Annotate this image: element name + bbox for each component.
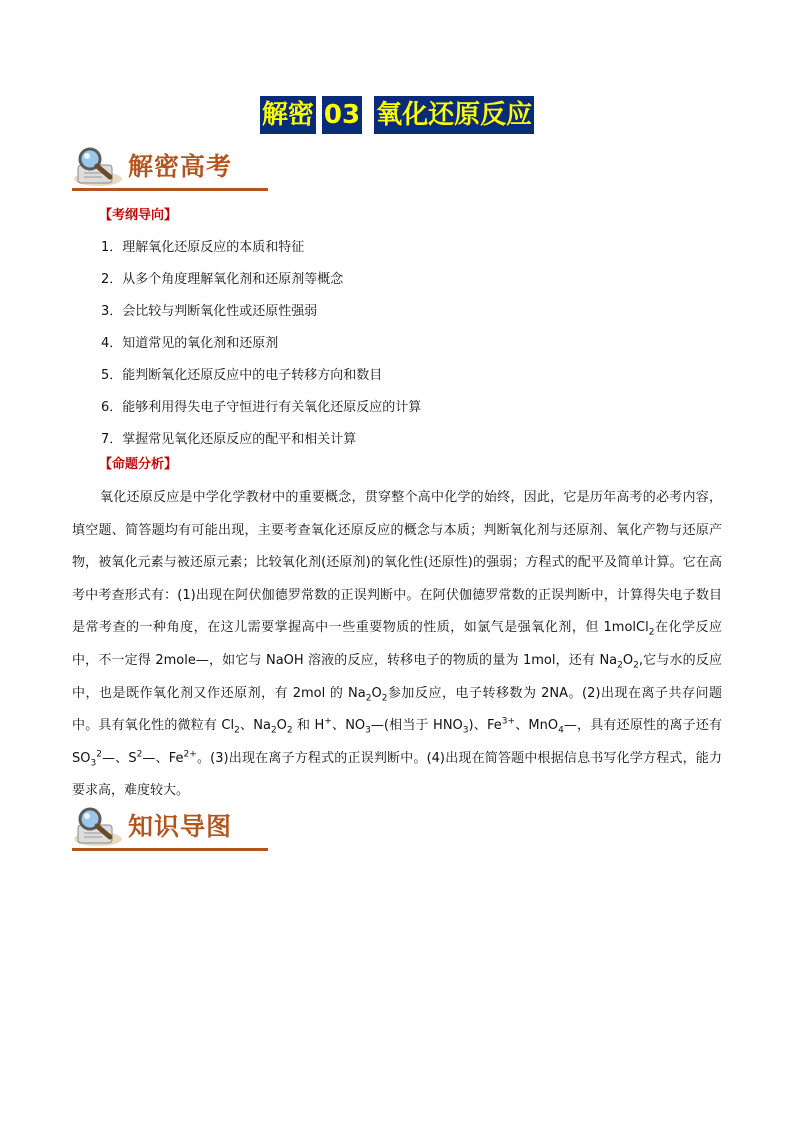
analysis-paragraph: 氧化还原反应是中学化学教材中的重要概念，贯穿整个高中化学的始终，因此，它是历年高考的必考内容，填空题、简答题均有可能出现，主要考查氧化还原反应的概念与本质；判断氧化剂与还原剂、氧化产物与还原产物，被氧化元素与被还原元素；比较氧化剂(还原剂)的氧化性(还原性)的强弱；方程式的配平及简单计算。它在高考中考查形式有：(1)出现在阿伏伽德罗常数的正误判断中。在阿伏伽德罗常数的正误判断中，计算得失电子数目是常考查的一种角度，在这儿需要掌握高中一些重要物质的性质，如氯气是强氧化剂，但 1molCl$_2$在化学反应中，不一定得 2mole—，如它与 NaOH 溶液的反应，转移电子的物质的量为 1mol，还有 $Na_2O_2$,它与水的反应中，也是既作氧化剂又作还原剂，有 2mol 的 $Na_2O_2$参加反应，电子转移数为 2NA。(2)出现在离子共存问题中。具有氧化性的微粒有 $Cl_2$、$Na_2O_2$ 和 H+、$NO_3—$(相当于 $HNO_3$)、$Fe^{3+}$、MnO$_4$—，具有还原性的离子还有 $SO_3^2—$、$S^2—$、$Fe^{2+}$。(3)出现在离子方程式的正误判断中。(4)出现在简答题中根据信息书写化学方程式，能力要求高，难度较大。	[72, 490, 723, 799]
magnifier-icon	[72, 145, 128, 189]
section-banner-exam	[72, 145, 268, 191]
guide-label: 【考纲导向】	[99, 208, 178, 223]
guide-item: 2．从多个角度理解氧化剂和还原剂等概念	[101, 272, 344, 287]
guide-item: 4．知道常见的氧化剂和还原剂	[101, 336, 279, 351]
guide-item: 5．能判断氧化还原反应中的电子转移方向和数目	[101, 368, 383, 383]
guide-item: 1．理解氧化还原反应的本质和特征	[101, 240, 305, 255]
title-part-3: 氧化还原反应	[374, 96, 534, 134]
guide-item: 6．能够利用得失电子守恒进行有关氧化还原反应的计算	[101, 400, 422, 415]
title-part-2: 03	[322, 96, 362, 134]
section-banner-knowledge	[72, 805, 268, 851]
section-underline	[72, 188, 268, 191]
analysis-label: 【命题分析】	[99, 457, 178, 472]
section-underline	[72, 848, 268, 851]
section-heading-exam: 解密高考	[128, 152, 233, 181]
guide-item: 7．掌握常见氧化还原反应的配平和相关计算	[101, 432, 357, 447]
title-part-1: 解密	[260, 96, 316, 134]
guide-item: 3．会比较与判断氧化性或还原性强弱	[101, 304, 318, 319]
magnifier-icon	[72, 805, 128, 849]
section-heading-knowledge: 知识导图	[128, 812, 233, 841]
page-title	[0, 96, 794, 134]
